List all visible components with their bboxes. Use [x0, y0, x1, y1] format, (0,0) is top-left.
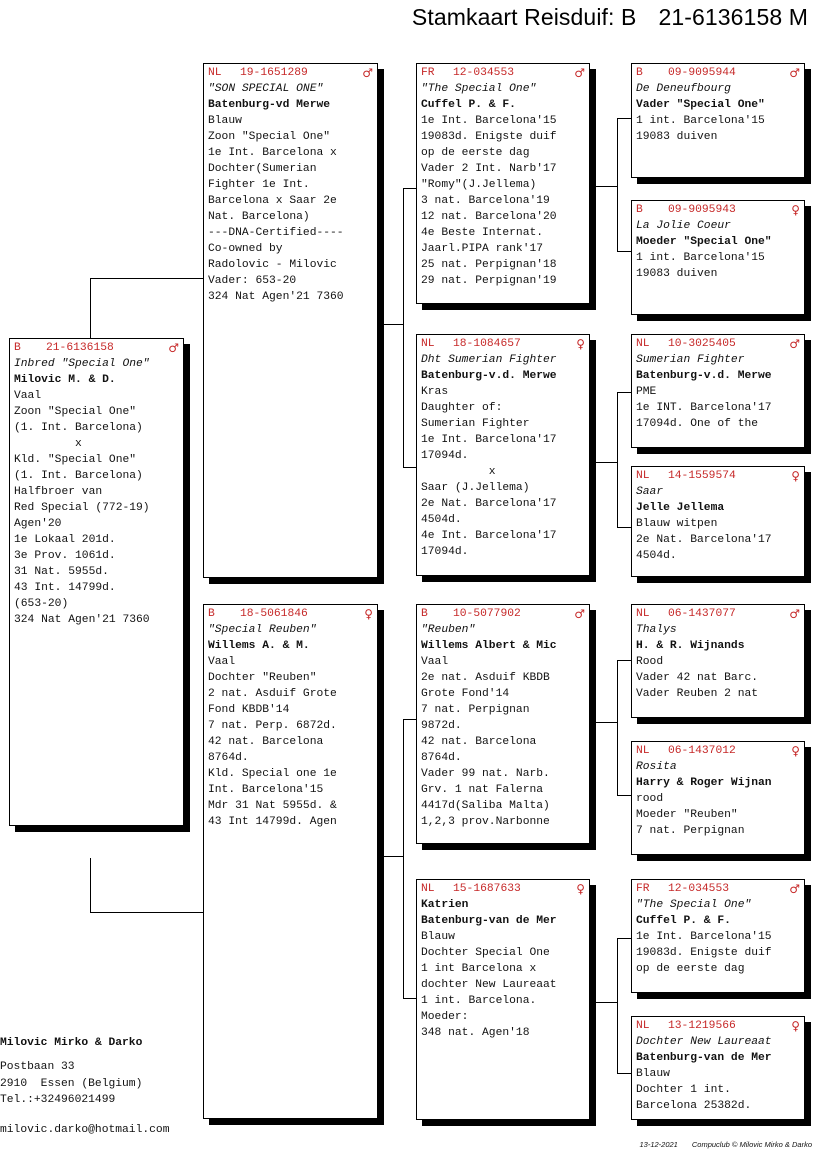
country-code: FR	[636, 882, 650, 895]
info-line: Vader 99 nat. Narb.	[421, 768, 550, 780]
info-line: Blauw	[421, 931, 455, 943]
male-icon: ♂	[789, 606, 800, 621]
ring-number: 12-034553	[668, 882, 730, 895]
page-title	[412, 4, 808, 31]
info-line: 8764d.	[208, 752, 249, 764]
connector-line	[403, 719, 417, 720]
info-line: 1 int. Barcelona.	[421, 995, 537, 1007]
info-line: 324 Nat Agen'21 7360	[14, 614, 150, 626]
pigeon-name: Katrien	[421, 899, 469, 911]
pigeon-name: "The Special One"	[421, 83, 537, 95]
card-header	[636, 606, 800, 621]
connector-line	[90, 278, 91, 340]
info-line: Halfbroer van	[14, 486, 103, 498]
pigeon-name: De Deneufbourg	[636, 83, 731, 95]
country-code: NL	[636, 469, 650, 482]
pedigree-card-dam-dam[interactable]	[416, 879, 590, 1120]
connector-line	[617, 251, 631, 252]
info-line: Moeder "Reuben"	[636, 809, 738, 821]
pedigree-card-sire-sire[interactable]	[416, 63, 590, 304]
country-code: NL	[636, 607, 650, 620]
info-line: Kras	[421, 386, 449, 398]
info-line: Vaal	[14, 390, 42, 402]
pigeon-name: Thalys	[636, 624, 677, 636]
country-code: NL	[636, 1019, 650, 1032]
connector-line	[617, 392, 618, 528]
pedigree-card-dds[interactable]	[631, 879, 805, 993]
info-line: 9872d.	[421, 720, 462, 732]
pigeon-name: Rosita	[636, 761, 677, 773]
info-line: 1,2,3 prov.Narbonne	[421, 816, 550, 828]
info-line: 43 Int 14799d. Agen	[208, 816, 337, 828]
pigeon-owner: Vader "Special One"	[636, 99, 765, 111]
info-line: Int. Barcelona'15	[208, 784, 324, 796]
ring-number: 19-1651289	[240, 66, 308, 79]
connector-line	[617, 938, 631, 939]
connector-line	[403, 188, 404, 468]
info-line: Saar (J.Jellema)	[421, 482, 530, 494]
pedigree-card-ssd[interactable]	[631, 200, 805, 315]
info-line: Vader: 653-20	[208, 275, 297, 287]
info-line: Agen'20	[14, 518, 62, 530]
info-line: 19083d. Enigste duif	[636, 947, 772, 959]
page-title-ring: 21-6136158 M	[658, 4, 808, 30]
male-icon: ♂	[789, 65, 800, 80]
pigeon-owner: Batenburg-vd Merwe	[208, 99, 331, 111]
connector-line	[617, 660, 631, 661]
info-line: Red Special (772-19)	[14, 502, 150, 514]
connector-line	[90, 278, 204, 279]
card-header	[636, 336, 800, 351]
info-line: 25 nat. Perpignan'18	[421, 259, 557, 271]
country-code: B	[636, 66, 643, 79]
ring-number: 06-1437077	[668, 607, 736, 620]
info-line: Blauw witpen	[636, 518, 718, 530]
info-line: 19083 duiven	[636, 131, 718, 143]
female-icon: ♀	[791, 1018, 800, 1033]
info-line: 29 nat. Perpignan'19	[421, 275, 557, 287]
info-line: (1. Int. Barcelona)	[14, 470, 143, 482]
country-code: NL	[421, 337, 435, 350]
info-line: 1 int Barcelona x	[421, 963, 537, 975]
info-line: 1e Int. Barcelona'15	[421, 115, 557, 127]
info-line: 2e Nat. Barcelona'17	[421, 498, 557, 510]
male-icon: ♂	[574, 65, 585, 80]
country-code: NL	[636, 744, 650, 757]
info-line: Fond KBDB'14	[208, 704, 290, 716]
ring-number: 14-1559574	[668, 469, 736, 482]
country-code: NL	[208, 66, 222, 79]
info-line: Kld. Special one 1e	[208, 768, 337, 780]
info-line: Dochter(Sumerian	[208, 163, 317, 175]
info-line: Vader Reuben 2 nat	[636, 688, 759, 700]
pedigree-card-sire[interactable]	[203, 63, 378, 578]
info-line: x	[421, 466, 496, 478]
info-line: 7 nat. Perp. 6872d.	[208, 720, 337, 732]
info-line: 3e Prov. 1061d.	[14, 550, 116, 562]
info-line: Daughter of:	[421, 402, 503, 414]
male-icon: ♂	[789, 881, 800, 896]
info-line: Grv. 1 nat Falerna	[421, 784, 544, 796]
card-header	[421, 336, 585, 351]
info-line: 1e Int. Barcelona x	[208, 147, 337, 159]
info-line: (1. Int. Barcelona)	[14, 422, 143, 434]
connector-line	[90, 912, 204, 913]
info-line: Moeder:	[421, 1011, 469, 1023]
country-code: NL	[421, 882, 435, 895]
pedigree-card-sss[interactable]	[631, 63, 805, 178]
pedigree-card-sire-dam[interactable]	[416, 334, 590, 576]
card-header	[636, 202, 800, 217]
connector-line	[617, 392, 631, 393]
pigeon-owner: Willems Albert & Mic	[421, 640, 557, 652]
breeder-name: Milovic Mirko & Darko	[0, 1037, 143, 1049]
info-line: rood	[636, 793, 664, 805]
ring-number: 18-5061846	[240, 607, 308, 620]
connector-line	[596, 462, 617, 463]
pedigree-card-sdd[interactable]	[631, 466, 805, 577]
pedigree-card-dam-sire[interactable]	[416, 604, 590, 844]
ring-number: 06-1437012	[668, 744, 736, 757]
female-icon: ♀	[364, 606, 373, 621]
ring-number: 13-1219566	[668, 1019, 736, 1032]
pigeon-owner: Harry & Roger Wijnan	[636, 777, 772, 789]
info-line: 348 nat. Agen'18	[421, 1027, 530, 1039]
male-icon: ♂	[168, 340, 179, 355]
connector-line	[617, 795, 631, 796]
pigeon-name: Inbred "Special One"	[14, 358, 150, 370]
male-icon: ♂	[574, 606, 585, 621]
info-line: Dochter "Reuben"	[208, 672, 317, 684]
female-icon: ♀	[791, 468, 800, 483]
male-icon: ♂	[362, 65, 373, 80]
info-line: 324 Nat Agen'21 7360	[208, 291, 344, 303]
info-line: Vader 42 nat Barc.	[636, 672, 759, 684]
country-code: NL	[636, 337, 650, 350]
country-code: B	[14, 341, 21, 354]
pigeon-name: "SON SPECIAL ONE"	[208, 83, 324, 95]
ring-number: 12-034553	[453, 66, 515, 79]
info-line: Fighter 1e Int.	[208, 179, 310, 191]
info-line: Grote Fond'14	[421, 688, 510, 700]
card-header	[636, 881, 800, 896]
connector-line	[596, 186, 617, 187]
info-line: ---DNA-Certified----	[208, 227, 344, 239]
card-header	[421, 881, 585, 896]
footer-credit: Compuclub © Milovic Mirko & Darko	[691, 1140, 812, 1149]
country-code: B	[208, 607, 215, 620]
card-header	[636, 1018, 800, 1033]
pedigree-card-dss[interactable]	[631, 604, 805, 718]
pigeon-name: Dht Sumerian Fighter	[421, 354, 557, 366]
info-line: 4417d(Saliba Malta)	[421, 800, 550, 812]
ring-number: 10-3025405	[668, 337, 736, 350]
pigeon-owner: Cuffel P. & F.	[421, 99, 516, 111]
ring-number: 15-1687633	[453, 882, 521, 895]
connector-line	[617, 660, 618, 796]
pigeon-owner: Jelle Jellema	[636, 502, 725, 514]
pigeon-owner: Willems A. & M.	[208, 640, 310, 652]
pigeon-owner: Batenburg-v.d. Merwe	[421, 370, 557, 382]
info-line: 3 nat. Barcelona'19	[421, 195, 550, 207]
info-line: 1 int. Barcelona'15	[636, 115, 765, 127]
info-line: Radolovic - Milovic	[208, 259, 337, 271]
info-line: op de eerste dag	[421, 147, 530, 159]
pigeon-owner: H. & R. Wijnands	[636, 640, 745, 652]
connector-line	[617, 118, 631, 119]
connector-line	[596, 1002, 617, 1003]
connector-line	[403, 467, 417, 468]
card-header	[636, 468, 800, 483]
info-line: Vaal	[208, 656, 236, 668]
info-line: 42 nat. Barcelona	[421, 736, 537, 748]
connector-line	[617, 118, 618, 252]
info-line: op de eerste dag	[636, 963, 745, 975]
info-line: 42 nat. Barcelona	[208, 736, 324, 748]
print-date: 13-12-2021	[639, 1140, 678, 1149]
info-line: 1e Int. Barcelona'17	[421, 434, 557, 446]
pedigree-card-dam[interactable]	[203, 604, 378, 1119]
info-line: (653-20)	[14, 598, 69, 610]
country-code: B	[421, 607, 428, 620]
connector-line	[617, 938, 618, 1074]
card-header	[421, 606, 585, 621]
info-line: "Romy"(J.Jellema)	[421, 179, 537, 191]
pigeon-name: "Reuben"	[421, 624, 476, 636]
info-line: Blauw	[636, 1068, 670, 1080]
info-line: 4e Int. Barcelona'17	[421, 530, 557, 542]
info-line: 31 Nat. 5955d.	[14, 566, 109, 578]
phone-line: Tel.:+32496021499	[0, 1094, 116, 1107]
info-line: 19083 duiven	[636, 268, 718, 280]
pigeon-name: Sumerian Fighter	[636, 354, 745, 366]
info-line: Kld. "Special One"	[14, 454, 137, 466]
info-line: 4504d.	[421, 514, 462, 526]
info-line: Vader 2 Int. Narb'17	[421, 163, 557, 175]
info-line: 2e nat. Asduif KBDB	[421, 672, 550, 684]
ring-number: 09-9095943	[668, 203, 736, 216]
info-line: 43 Int. 14799d.	[14, 582, 116, 594]
breeder-email[interactable]: milovic.darko@hotmail.com	[0, 1124, 170, 1136]
info-line: Rood	[636, 656, 664, 668]
info-line: Zoon "Special One"	[14, 406, 137, 418]
address-line: Postbaan 33	[0, 1061, 75, 1074]
connector-line	[403, 998, 417, 999]
info-line: dochter New Laureaat	[421, 979, 557, 991]
info-line: Vaal	[421, 656, 449, 668]
female-icon: ♀	[576, 881, 585, 896]
address-line: 2910 Essen (Belgium)	[0, 1077, 143, 1090]
info-line: 1e INT. Barcelona'17	[636, 402, 772, 414]
card-header	[636, 743, 800, 758]
info-line: Mdr 31 Nat 5955d. &	[208, 800, 337, 812]
info-line: 12 nat. Barcelona'20	[421, 211, 557, 223]
info-line: x	[14, 438, 82, 450]
page-title-text: Stamkaart Reisduif: B	[411, 4, 637, 30]
breeder-address	[0, 1035, 142, 1109]
info-line: 1 int. Barcelona'15	[636, 252, 765, 264]
connector-line	[617, 1073, 631, 1074]
info-line: Barcelona x Saar 2e	[208, 195, 337, 207]
female-icon: ♀	[576, 336, 585, 351]
female-icon: ♀	[791, 743, 800, 758]
pigeon-owner: Milovic M. & D.	[14, 374, 116, 386]
connector-line	[380, 324, 403, 325]
connector-line	[617, 527, 631, 528]
info-line: Co-owned by	[208, 243, 283, 255]
info-line: Barcelona 25382d.	[636, 1100, 752, 1112]
pigeon-name: La Jolie Coeur	[636, 220, 731, 232]
info-line: 17094d. One of the	[636, 418, 759, 430]
info-line: 17094d.	[421, 450, 469, 462]
info-line: Blauw	[208, 115, 242, 127]
info-line: 2e Nat. Barcelona'17	[636, 534, 772, 546]
card-header	[208, 65, 373, 80]
country-code: FR	[421, 66, 435, 79]
info-line: 4e Beste Internat.	[421, 227, 544, 239]
pigeon-name: "The Special One"	[636, 899, 752, 911]
connector-line	[403, 719, 404, 999]
info-line: 4504d.	[636, 550, 677, 562]
pedigree-card-sds[interactable]	[631, 334, 805, 448]
info-line: 17094d.	[421, 546, 469, 558]
connector-line	[90, 858, 91, 912]
pedigree-card-ddd[interactable]	[631, 1016, 805, 1120]
info-line: 19083d. Enigste duif	[421, 131, 557, 143]
info-line: 2 nat. Asduif Grote	[208, 688, 337, 700]
ring-number: 10-5077902	[453, 607, 521, 620]
info-line: Jaarl.PIPA rank'17	[421, 243, 544, 255]
pigeon-name: Saar	[636, 486, 664, 498]
info-line: 7 nat. Perpignan	[421, 704, 530, 716]
male-icon: ♂	[789, 336, 800, 351]
connector-line	[380, 856, 403, 857]
pedigree-card-dsd[interactable]	[631, 741, 805, 855]
info-line: Dochter 1 int.	[636, 1084, 731, 1096]
pigeon-name: Dochter New Laureaat	[636, 1036, 772, 1048]
info-line: Dochter Special One	[421, 947, 550, 959]
pigeon-owner: Moeder "Special One"	[636, 236, 772, 248]
ring-number: 18-1084657	[453, 337, 521, 350]
card-header	[636, 65, 800, 80]
info-line: 1e Int. Barcelona'15	[636, 931, 772, 943]
info-line: Nat. Barcelona)	[208, 211, 310, 223]
card-header	[14, 340, 179, 355]
pigeon-owner: Batenburg-v.d. Merwe	[636, 370, 772, 382]
card-header	[208, 606, 373, 621]
pigeon-name: "Special Reuben"	[208, 624, 317, 636]
pigeon-owner: Batenburg-van de Mer	[636, 1052, 772, 1064]
info-line: Zoon "Special One"	[208, 131, 331, 143]
ring-number: 09-9095944	[668, 66, 736, 79]
card-header	[421, 65, 585, 80]
pigeon-owner: Batenburg-van de Mer	[421, 915, 557, 927]
connector-line	[403, 188, 417, 189]
pigeon-owner: Cuffel P. & F.	[636, 915, 731, 927]
ring-number: 21-6136158	[46, 341, 114, 354]
info-line: 1e Lokaal 201d.	[14, 534, 116, 546]
info-line: 8764d.	[421, 752, 462, 764]
info-line: Sumerian Fighter	[421, 418, 530, 430]
female-icon: ♀	[791, 202, 800, 217]
footer	[639, 1140, 812, 1149]
pedigree-card-subject[interactable]	[9, 338, 184, 826]
connector-line	[596, 722, 617, 723]
country-code: B	[636, 203, 643, 216]
info-line: 7 nat. Perpignan	[636, 825, 745, 837]
info-line: PME	[636, 386, 657, 398]
